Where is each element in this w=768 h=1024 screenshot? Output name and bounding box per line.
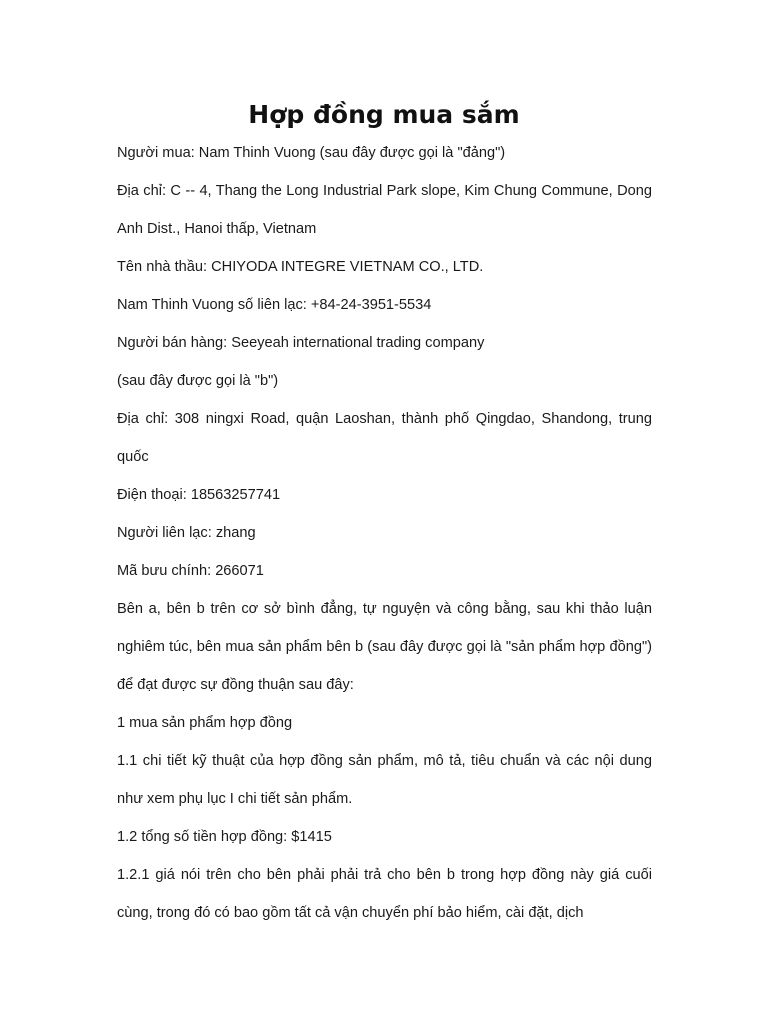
paragraph-seller: Người bán hàng: Seeyeah international trading company: [117, 335, 485, 351]
paragraph-seller-alias: (sau đây được gọi là "b"): [117, 373, 279, 389]
paragraph-agreement-intro: Bên a, bên b trên cơ sở bình đẳng, tự nguyện và công bằng, sau khi thảo luận nghiêm túc, bên mua sản phẩm bên b (sau đây được gọi là "sản phẩm hợp đồng") để đạt được sự đồng thuận sau đây:: [117, 601, 652, 693]
paragraph-buyer: Người mua: Nam Thinh Vuong (sau đây được gọi là "đảng"): [117, 145, 506, 161]
paragraph-contact-person: Người liên lạc: zhang: [117, 525, 256, 541]
paragraph-section-1: 1 mua sản phẩm hợp đồng: [117, 715, 293, 731]
paragraph-section-1-2-1: 1.2.1 giá nói trên cho bên phải phải trả cho bên b trong hợp đồng này giá cuối cùng, trong đó có bao gồm tất cả vận chuyển phí bảo hiểm, cài đặt, dịch: [117, 867, 652, 921]
paragraph-contractor: Tên nhà thầu: CHIYODA INTEGRE VIETNAM CO., LTD.: [117, 259, 484, 275]
paragraph-postal-code: Mã bưu chính: 266071: [117, 563, 264, 579]
paragraph-seller-phone: Điện thoại: 18563257741: [117, 487, 281, 503]
paragraph-section-1-2: 1.2 tổng số tiền hợp đồng: $1415: [117, 829, 332, 845]
paragraph-section-1-1: 1.1 chi tiết kỹ thuật của hợp đồng sản phẩm, mô tả, tiêu chuẩn và các nội dung như xem phụ lục I chi tiết sản phẩm.: [117, 753, 652, 807]
document-body: [117, 134, 652, 932]
document-title: Hợp đồng mua sắm: [248, 100, 520, 129]
paragraph-seller-address: Địa chỉ: 308 ningxi Road, quận Laoshan, thành phố Qingdao, Shandong, trung quốc: [117, 411, 652, 465]
paragraph-buyer-phone: Nam Thinh Vuong số liên lạc: +84-24-3951-5534: [117, 297, 432, 313]
paragraph-buyer-address: Địa chỉ: C -- 4, Thang the Long Industrial Park slope, Kim Chung Commune, Dong Anh Dist., Hanoi thấp, Vietnam: [117, 183, 652, 237]
